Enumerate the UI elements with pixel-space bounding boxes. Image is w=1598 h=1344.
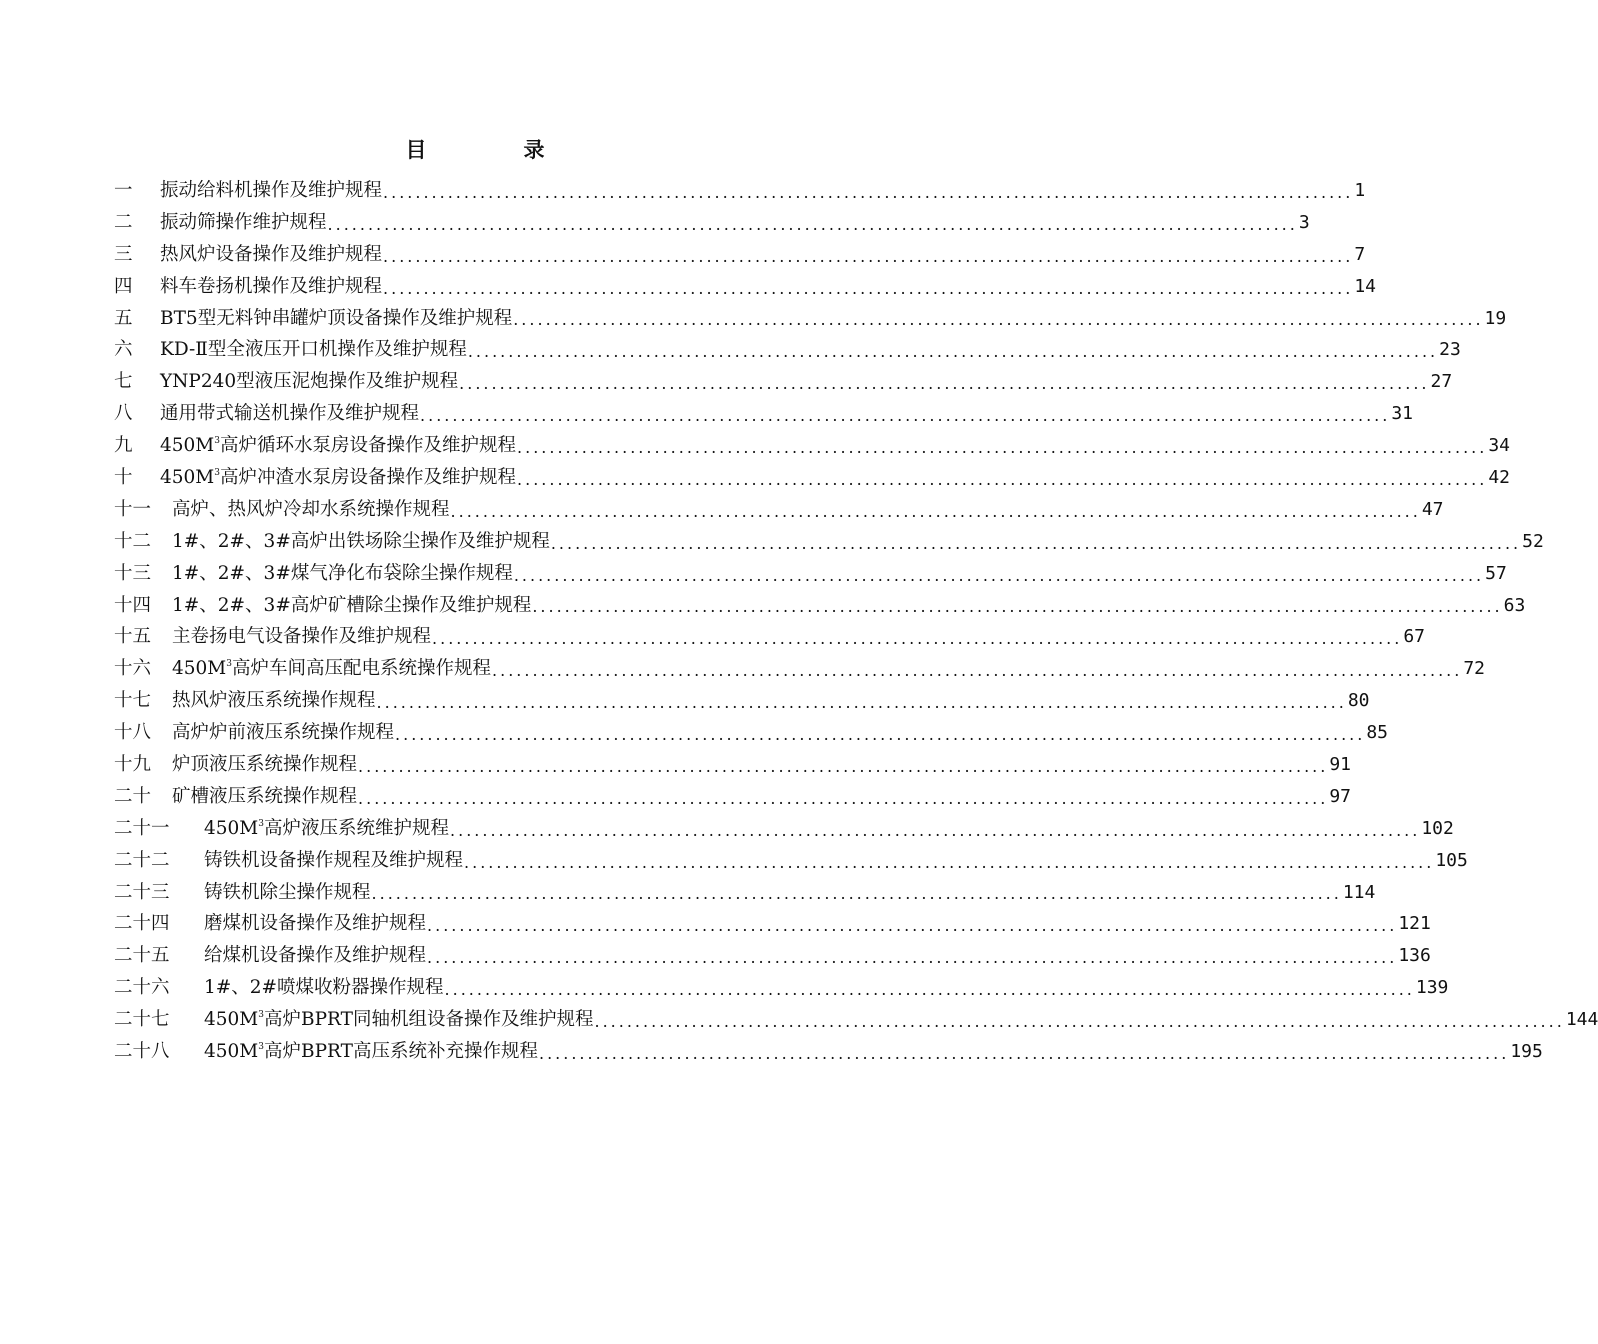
toc-entry[interactable]	[114, 845, 1468, 877]
toc-dot-leader: ........................................................................................................................	[395, 725, 1366, 745]
toc-entry-page-number: 1	[1354, 179, 1366, 201]
toc-entry-title	[172, 685, 376, 717]
toc-entry-page-number: 19	[1484, 307, 1507, 329]
toc-entry[interactable]	[114, 366, 1453, 398]
toc-entry-page-number: 72	[1463, 658, 1486, 680]
toc-dot-leader: ........................................................................................................................	[427, 948, 1398, 968]
toc-entry-title	[160, 239, 382, 271]
toc-entry-title	[172, 749, 357, 781]
toc-entry[interactable]	[114, 526, 1544, 558]
toc-entry-number: 十九	[114, 754, 152, 776]
toc-entry[interactable]	[114, 398, 1414, 430]
toc-dot-leader: ........................................................................................................................	[383, 278, 1354, 298]
toc-entry-page-number: 195	[1510, 1041, 1543, 1063]
toc-entry[interactable]	[114, 621, 1426, 653]
toc-entry-number: 二十八	[114, 1041, 170, 1063]
toc-entry-title-text: 炉顶液压系统操作规程	[172, 754, 358, 776]
toc-entry[interactable]	[114, 271, 1377, 303]
toc-entry[interactable]	[114, 685, 1370, 717]
toc-dot-leader: ........................................................................................................................	[459, 374, 1430, 394]
toc-dot-leader: ........................................................................................................................	[358, 756, 1329, 776]
toc-entry-page-number: 27	[1430, 371, 1453, 393]
toc-dot-leader: ........................................................................................................................	[383, 246, 1354, 266]
toc-entry-title-superscript: 3	[214, 436, 220, 447]
toc-entry-page-number: 14	[1354, 275, 1377, 297]
toc-entry-number: 十五	[114, 626, 152, 648]
toc-entry[interactable]	[114, 207, 1310, 239]
toc-entry-title	[204, 972, 444, 1004]
toc-entry-number: 二十	[114, 785, 152, 807]
toc-entry-page-number: 97	[1329, 785, 1352, 807]
toc-entry-title	[160, 462, 516, 494]
toc-entry-page-number: 7	[1354, 243, 1366, 265]
toc-entry[interactable]	[114, 1004, 1598, 1036]
toc-entry-number: 二十七	[114, 1009, 170, 1031]
toc-entry-title	[204, 940, 426, 972]
toc-entry-page-number: 3	[1298, 211, 1310, 233]
toc-entry-number: 六	[114, 339, 133, 361]
toc-entry-title	[172, 621, 431, 653]
toc-entry-number: 二	[114, 211, 133, 233]
toc-entry-page-number: 144	[1565, 1009, 1598, 1031]
toc-entry-number: 十一	[114, 498, 152, 520]
toc-entry-title-text: 高炉、热风炉冷却水系统操作规程	[172, 498, 450, 520]
toc-entry-page-number: 57	[1485, 562, 1507, 584]
toc-dot-leader: ........................................................................................................................	[383, 182, 1354, 202]
toc-dot-leader: ........................................................................................................................	[450, 820, 1421, 840]
toc-entry-number: 九	[114, 435, 133, 457]
toc-entry-number: 二十四	[114, 913, 170, 935]
toc-entry-title-prefix: 450M	[160, 435, 215, 457]
toc-entry-title	[204, 845, 463, 877]
toc-dot-leader: ........................................................................................................................	[513, 565, 1485, 585]
toc-dot-leader: ........................................................................................................................	[550, 533, 1522, 553]
toc-list	[114, 175, 1598, 1068]
toc-entry-title-text: 振动筛操作维护规程	[160, 211, 327, 233]
toc-entry-page-number: 85	[1366, 722, 1389, 744]
toc-entry-title-text: YNP240型液压泥炮操作及维护规程	[160, 371, 459, 393]
toc-entry-page-number: 31	[1391, 403, 1414, 425]
toc-entry-title-superscript: 3	[226, 659, 232, 670]
toc-entry-title	[160, 303, 512, 335]
toc-entry-number: 十六	[114, 658, 152, 680]
toc-dot-leader: ........................................................................................................................	[420, 406, 1391, 426]
toc-entry-page-number: 34	[1488, 435, 1511, 457]
toc-entry-title	[172, 653, 491, 685]
toc-entry-page-number: 23	[1439, 339, 1461, 361]
toc-dot-leader: ........................................................................................................................	[358, 788, 1329, 808]
toc-entry[interactable]	[114, 558, 1507, 590]
toc-entry-number: 三	[114, 243, 133, 265]
toc-entry-number: 二十一	[114, 817, 170, 839]
toc-entry[interactable]	[114, 462, 1511, 494]
toc-dot-leader: ........................................................................................................................	[327, 214, 1298, 234]
toc-entry-title-text: BT5型无料钟串罐炉顶设备操作及维护规程	[160, 307, 513, 329]
toc-entry-page-number: 52	[1522, 530, 1544, 552]
toc-dot-leader: ........................................................................................................................	[517, 469, 1488, 489]
toc-entry-title	[204, 908, 426, 940]
toc-entry-number: 二十三	[114, 881, 170, 903]
toc-dot-leader: ........................................................................................................................	[492, 661, 1463, 681]
toc-entry-page-number: 42	[1488, 467, 1511, 488]
toc-entry[interactable]	[114, 877, 1376, 909]
toc-entry-title	[204, 877, 371, 909]
toc-entry-title	[160, 430, 516, 462]
toc-entry-title-text: 高炉炉前液压系统操作规程	[172, 722, 395, 744]
toc-entry-number: 二十五	[114, 945, 170, 967]
toc-entry-page-number: 47	[1421, 498, 1444, 520]
toc-entry-title-text: 振动给料机操作及维护规程	[160, 179, 383, 201]
toc-dot-leader: ........................................................................................................................	[464, 852, 1435, 872]
toc-dot-leader: ........................................................................................................................	[532, 597, 1503, 617]
toc-entry-title	[160, 334, 467, 366]
toc-entry-title-text: 1#、2#喷煤收粉器操作规程	[204, 977, 444, 999]
toc-dot-leader: ........................................................................................................................	[450, 501, 1421, 521]
toc-entry-number: 十三	[114, 562, 152, 584]
toc-entry-title-prefix: 450M	[160, 467, 215, 488]
toc-entry[interactable]	[114, 1036, 1543, 1068]
toc-entry-title-text: 矿槽液压系统操作规程	[172, 785, 358, 807]
toc-entry-title	[172, 781, 357, 813]
toc-entry[interactable]	[114, 303, 1507, 335]
toc-entry-title-superscript: 3	[258, 1010, 264, 1021]
toc-entry-page-number: 91	[1329, 754, 1352, 776]
toc-entry-title-text: 1#、2#、3#高炉出铁场除尘操作及维护规程	[172, 530, 550, 552]
toc-entry[interactable]	[114, 940, 1431, 972]
toc-dot-leader: ........................................................................................................................	[376, 693, 1347, 713]
toc-entry-title-text: 给煤机设备操作及维护规程	[204, 945, 427, 967]
toc-entry[interactable]	[114, 653, 1486, 685]
toc-entry-title-text: 高炉循环水泵房设备操作及维护规程	[220, 435, 517, 457]
toc-entry-page-number: 102	[1421, 817, 1454, 839]
toc-entry[interactable]	[114, 334, 1461, 366]
toc-entry-title-prefix: 450M	[204, 1041, 259, 1063]
toc-entry-title	[160, 366, 458, 398]
toc-entry-title-text: 铸铁机除尘操作规程	[204, 881, 371, 903]
toc-entry-page-number: 121	[1398, 913, 1431, 935]
toc-entry-title	[172, 526, 550, 558]
toc-entry-page-number: 105	[1435, 849, 1468, 871]
toc-entry[interactable]	[114, 494, 1444, 526]
toc-dot-leader: ........................................................................................................................	[432, 629, 1403, 649]
toc-entry-number: 八	[114, 403, 133, 425]
toc-entry[interactable]	[114, 749, 1352, 781]
toc-entry-number: 七	[114, 371, 133, 393]
toc-entry-title-superscript: 3	[214, 468, 220, 478]
toc-heading: 目 录	[405, 137, 583, 162]
toc-entry-number: 二十六	[114, 977, 170, 999]
toc-entry-title	[160, 175, 382, 207]
toc-entry-title-prefix: 450M	[204, 817, 259, 839]
toc-entry-number: 十	[114, 467, 133, 488]
toc-entry-title-text: 料车卷扬机操作及维护规程	[160, 275, 383, 297]
toc-entry[interactable]	[114, 175, 1366, 207]
toc-entry[interactable]	[114, 813, 1454, 845]
toc-entry-title-superscript: 3	[258, 1042, 264, 1053]
toc-entry[interactable]	[114, 908, 1431, 940]
toc-entry-title-text: 主卷扬电气设备操作及维护规程	[172, 626, 432, 648]
toc-dot-leader: ........................................................................................................................	[371, 884, 1342, 904]
toc-entry[interactable]	[114, 590, 1526, 622]
toc-entry-page-number: 67	[1403, 626, 1426, 648]
toc-entry-page-number: 136	[1398, 945, 1431, 967]
toc-entry-title	[204, 813, 449, 845]
toc-entry-title-text: 高炉冲渣水泵房设备操作及维护规程	[220, 467, 517, 488]
toc-entry-title-text: 高炉液压系统维护规程	[264, 817, 450, 839]
toc-entry-title-text: 1#、2#、3#高炉矿槽除尘操作及维护规程	[172, 594, 532, 616]
toc-entry[interactable]	[114, 239, 1366, 271]
toc-entry-number: 四	[114, 275, 133, 297]
toc-entry-number: 十四	[114, 594, 152, 616]
toc-entry-title-text: 热风炉设备操作及维护规程	[160, 243, 383, 265]
toc-dot-leader: ........................................................................................................................	[517, 438, 1488, 458]
toc-entry-title-text: 通用带式输送机操作及维护规程	[160, 403, 420, 425]
toc-entry[interactable]	[114, 781, 1352, 813]
toc-entry-title-text: 热风炉液压系统操作规程	[172, 690, 376, 712]
toc-entry-title	[172, 494, 450, 526]
toc-dot-leader: ........................................................................................................................	[444, 980, 1415, 1000]
toc-entry-title	[160, 207, 327, 239]
toc-entry-title-superscript: 3	[258, 818, 264, 829]
toc-entry[interactable]	[114, 430, 1511, 462]
toc-dot-leader: ........................................................................................................................	[427, 916, 1398, 936]
toc-dot-leader: ........................................................................................................................	[594, 1012, 1565, 1032]
toc-entry-title-text: 磨煤机设备操作及维护规程	[204, 913, 427, 935]
toc-entry-page-number: 114	[1342, 881, 1376, 903]
toc-entry-title-prefix: 450M	[172, 658, 227, 680]
toc-entry-title	[172, 717, 394, 749]
toc-entry-number: 二十二	[114, 849, 170, 871]
toc-entry-title	[172, 590, 531, 622]
toc-entry-number: 十七	[114, 690, 152, 712]
toc-entry-number: 十八	[114, 722, 152, 744]
toc-entry-number: 十二	[114, 530, 152, 552]
toc-entry-number: 一	[114, 179, 133, 201]
toc-entry-title-text: 高炉BPRT高压系统补充操作规程	[264, 1041, 538, 1063]
toc-entry-page-number: 63	[1503, 594, 1526, 616]
toc-dot-leader: ........................................................................................................................	[513, 310, 1484, 330]
toc-entry-title-text: 高炉车间高压配电系统操作规程	[232, 658, 492, 680]
toc-entry-title-text: 高炉BPRT同轴机组设备操作及维护规程	[264, 1009, 594, 1031]
toc-entry-title	[160, 271, 382, 303]
toc-entry-title	[160, 398, 419, 430]
toc-entry-title-text: 1#、2#、3#煤气净化布袋除尘操作规程	[172, 562, 513, 584]
toc-entry[interactable]	[114, 972, 1449, 1004]
toc-entry-title-prefix: 450M	[204, 1009, 259, 1031]
toc-entry[interactable]	[114, 717, 1389, 749]
toc-dot-leader: ........................................................................................................................	[467, 342, 1439, 362]
toc-dot-leader: ........................................................................................................................	[539, 1043, 1510, 1063]
toc-entry-title	[204, 1036, 538, 1068]
toc-entry-number: 五	[114, 307, 133, 329]
toc-entry-page-number: 139	[1415, 977, 1449, 999]
toc-entry-title	[172, 558, 513, 590]
toc-entry-title	[204, 1004, 594, 1036]
toc-entry-title-text: KD-Ⅱ型全液压开口机操作及维护规程	[160, 339, 467, 361]
toc-entry-title-text: 铸铁机设备操作规程及维护规程	[204, 849, 464, 871]
toc-entry-page-number: 80	[1347, 690, 1370, 712]
